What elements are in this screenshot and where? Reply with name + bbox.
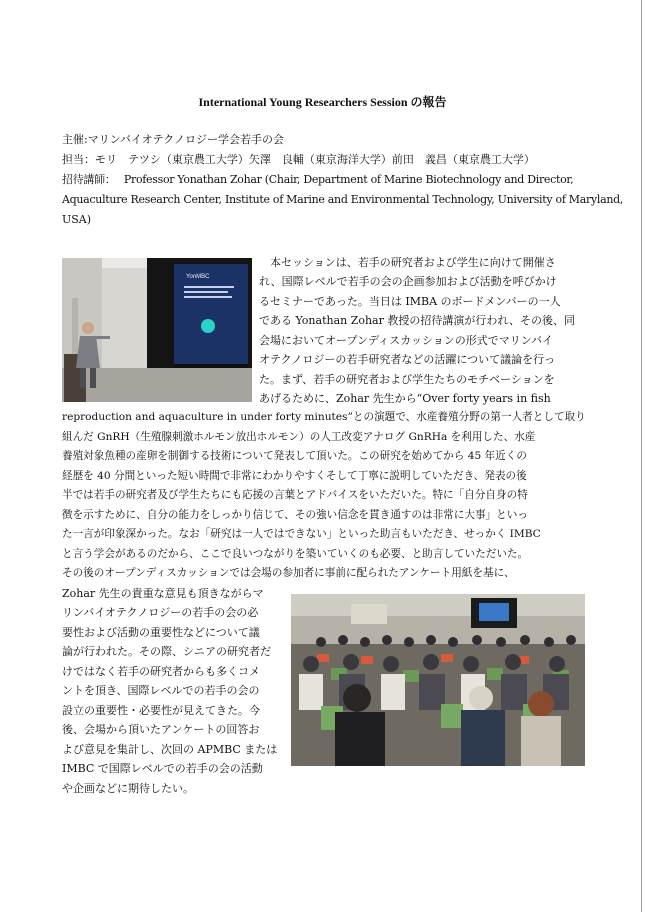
body-line: よび意見を集計し、次回の APMBC または (62, 743, 278, 756)
body-line: リンバイオテクノロジーの若手の会の必 (62, 606, 259, 619)
body-line: 後、会場から頂いたアンケートの回答お (62, 723, 260, 736)
body-line: や企画などに期待したい。 (62, 782, 194, 795)
body-line: れ、国際レベルで若手の会の企画参加および活動を呼びかけ (259, 275, 557, 288)
body-line: IMBC で国際レベルでの若手の会の活動 (62, 762, 263, 775)
body-line: オテクノロジーの若手研究者などの活躍について議論を行っ (259, 353, 556, 366)
body-line: るセミナーであった。当日は IMBA のボードメンバーの一人 (259, 295, 561, 308)
body-line: 組んだ GnRH（生殖腺刺激ホルモン放出ホルモン）の人工改変アナログ GnRHa を利用した、水産 (62, 431, 536, 443)
body-line: 会場においてオープンディスカッションの形式でマリンバイ (259, 334, 554, 347)
body-line: あげるために、Zohar 先生から“Over forty years in fish (259, 392, 551, 405)
lecturer-line: Aquaculture Research Center, Institute of Marine and Environmental Technology, University of Maryland, (62, 193, 624, 206)
body-line: 論が行われた。その際、シニアの研究者だ (62, 645, 271, 658)
page-title: International Young Researchers Session の報告 (198, 95, 447, 109)
lecturer-line: 招待講師： Professor Yonathan Zohar (Chair, Department of Marine Biotechnology and Director, (62, 173, 574, 186)
body-line: と言う学会があるのだから、ここで良いつながりを築いていくのも必要、と助言していただいた。 (62, 548, 529, 560)
audience-photo (291, 594, 585, 766)
body-line: その後のオープンディスカッションでは会場の参加者に事前に配られたアンケート用紙を基に、 (62, 567, 515, 579)
page-edge (641, 0, 642, 912)
body-line: 設立の重要性・必要性が見えてきた。今 (62, 704, 260, 717)
organizer-line: 主催:マリンバイオテクノロジー学会若手の会 (62, 133, 284, 146)
body-line: reproduction and aquaculture in under forty minutes”との演題で、水産養殖分野の第一人者として取り (62, 411, 586, 423)
lecture-photo (62, 258, 252, 402)
body-line: た。まず、若手の研究者および学生たちのモチベーションを (259, 373, 555, 386)
lecturer-line: USA) (62, 213, 92, 226)
body-line: 経歴を 40 分間といった短い時間で非常にわかりやすくそして丁寧に説明していただき、発表の後 (62, 470, 527, 482)
slide-text: YonMBC (186, 274, 210, 280)
body-line: 本セッションは、若手の研究者および学生に向けて開催さ (259, 256, 556, 269)
body-line: である Yonathan Zohar 教授の招待講演が行われ、その後、同 (259, 314, 576, 327)
body-line: 半では若手の研究者及び学生たちにも応援の言葉とアドバイスをいただいた。特に「自分自身の特 (62, 489, 528, 501)
body-line: 養殖対象魚種の産卵を制御する技術について発表して頂いた。この研究を始めてから 45 年近くの (62, 450, 527, 462)
body-line: ントを頂き、国際レベルでの若手の会の (62, 684, 260, 697)
body-line: 徴を示すために、自分の能力をしっかり信じて、その強い信念を貫き通すのは非常に大事」といっ (62, 509, 528, 521)
body-line: 要性および活動の重要性などについて議 (62, 626, 260, 639)
persons-in-charge-line: 担当：モリ テツシ（東京農工大学）矢澤 良輔（東京海洋大学）前田 義昌（東京農工大学） (62, 153, 535, 166)
body-line: けではなく若手の研究者からも多くコメ (62, 665, 260, 678)
body-line: Zohar 先生の貴重な意見も頂きながらマ (62, 587, 264, 600)
body-line: た一言が印象深かった。なお「研究は一人ではできない」といった助言もいただき、せっかく IMBC (62, 528, 541, 540)
